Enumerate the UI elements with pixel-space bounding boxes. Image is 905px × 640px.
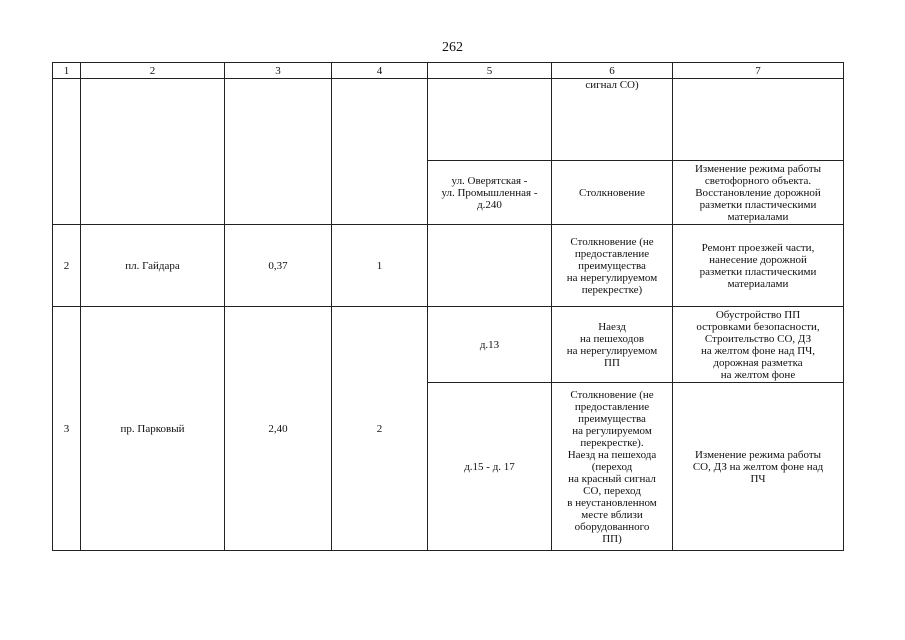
measure-cell: [673, 79, 844, 161]
header-cell: 6: [552, 63, 673, 79]
length-cell: 0,37: [225, 225, 332, 307]
measure-cell: Ремонт проезжей части, нанесение дорожной разметки пластическими материалами: [673, 225, 844, 307]
measure-cell: Обустройство ПП островками безопасности, Строительство СО, ДЗ на желтом фоне над ПЧ, дорожная разметка на желтом фоне: [673, 307, 844, 383]
length-cell: 2,40: [225, 307, 332, 551]
count-cell: [332, 79, 428, 225]
accident-type-cell: Наезд на пешеходов на нерегулируемом ПП: [552, 307, 673, 383]
location-cell: [428, 225, 552, 307]
page-number: 262: [442, 40, 463, 55]
location-cell: [428, 79, 552, 161]
street-cell: пл. Гайдара: [81, 225, 225, 307]
header-cell: 7: [673, 63, 844, 79]
accident-type-cell: Столкновение: [552, 161, 673, 225]
header-cell: 1: [53, 63, 81, 79]
location-cell: ул. Оверятская - ул. Промышленная - д.240: [428, 161, 552, 225]
street-cell: [81, 79, 225, 225]
row-number-cell: 3: [53, 307, 81, 551]
row-number-cell: [53, 79, 81, 225]
header-cell: 4: [332, 63, 428, 79]
measure-cell: Изменение режима работы СО, ДЗ на желтом фоне над ПЧ: [673, 383, 844, 551]
header-cell: 5: [428, 63, 552, 79]
header-cell: 3: [225, 63, 332, 79]
count-cell: 1: [332, 225, 428, 307]
accident-type-cell: Столкновение (не предоставление преимущества на регулируемом перекрестке). Наезд на пешехода (переход на красный сигнал СО, переход в неустановленном месте вблизи оборудованного ПП): [552, 383, 673, 551]
row-number-cell: 2: [53, 225, 81, 307]
accident-type-cell: Столкновение (не предоставление преимущества на нерегулируемом перекрестке): [552, 225, 673, 307]
header-cell: 2: [81, 63, 225, 79]
length-cell: [225, 79, 332, 225]
table-row: [53, 307, 844, 383]
accident-table: [52, 62, 844, 551]
location-cell: д.15 - д. 17: [428, 383, 552, 551]
table-row: [53, 79, 844, 161]
location-cell: д.13: [428, 307, 552, 383]
measure-cell: Изменение режима работы светофорного объекта. Восстановление дорожной разметки пластическими материалами: [673, 161, 844, 225]
header-row: [53, 63, 844, 79]
street-cell: пр. Парковый: [81, 307, 225, 551]
accident-type-cell: сигнал СО): [552, 79, 673, 161]
table-row: [53, 225, 844, 307]
count-cell: 2: [332, 307, 428, 551]
